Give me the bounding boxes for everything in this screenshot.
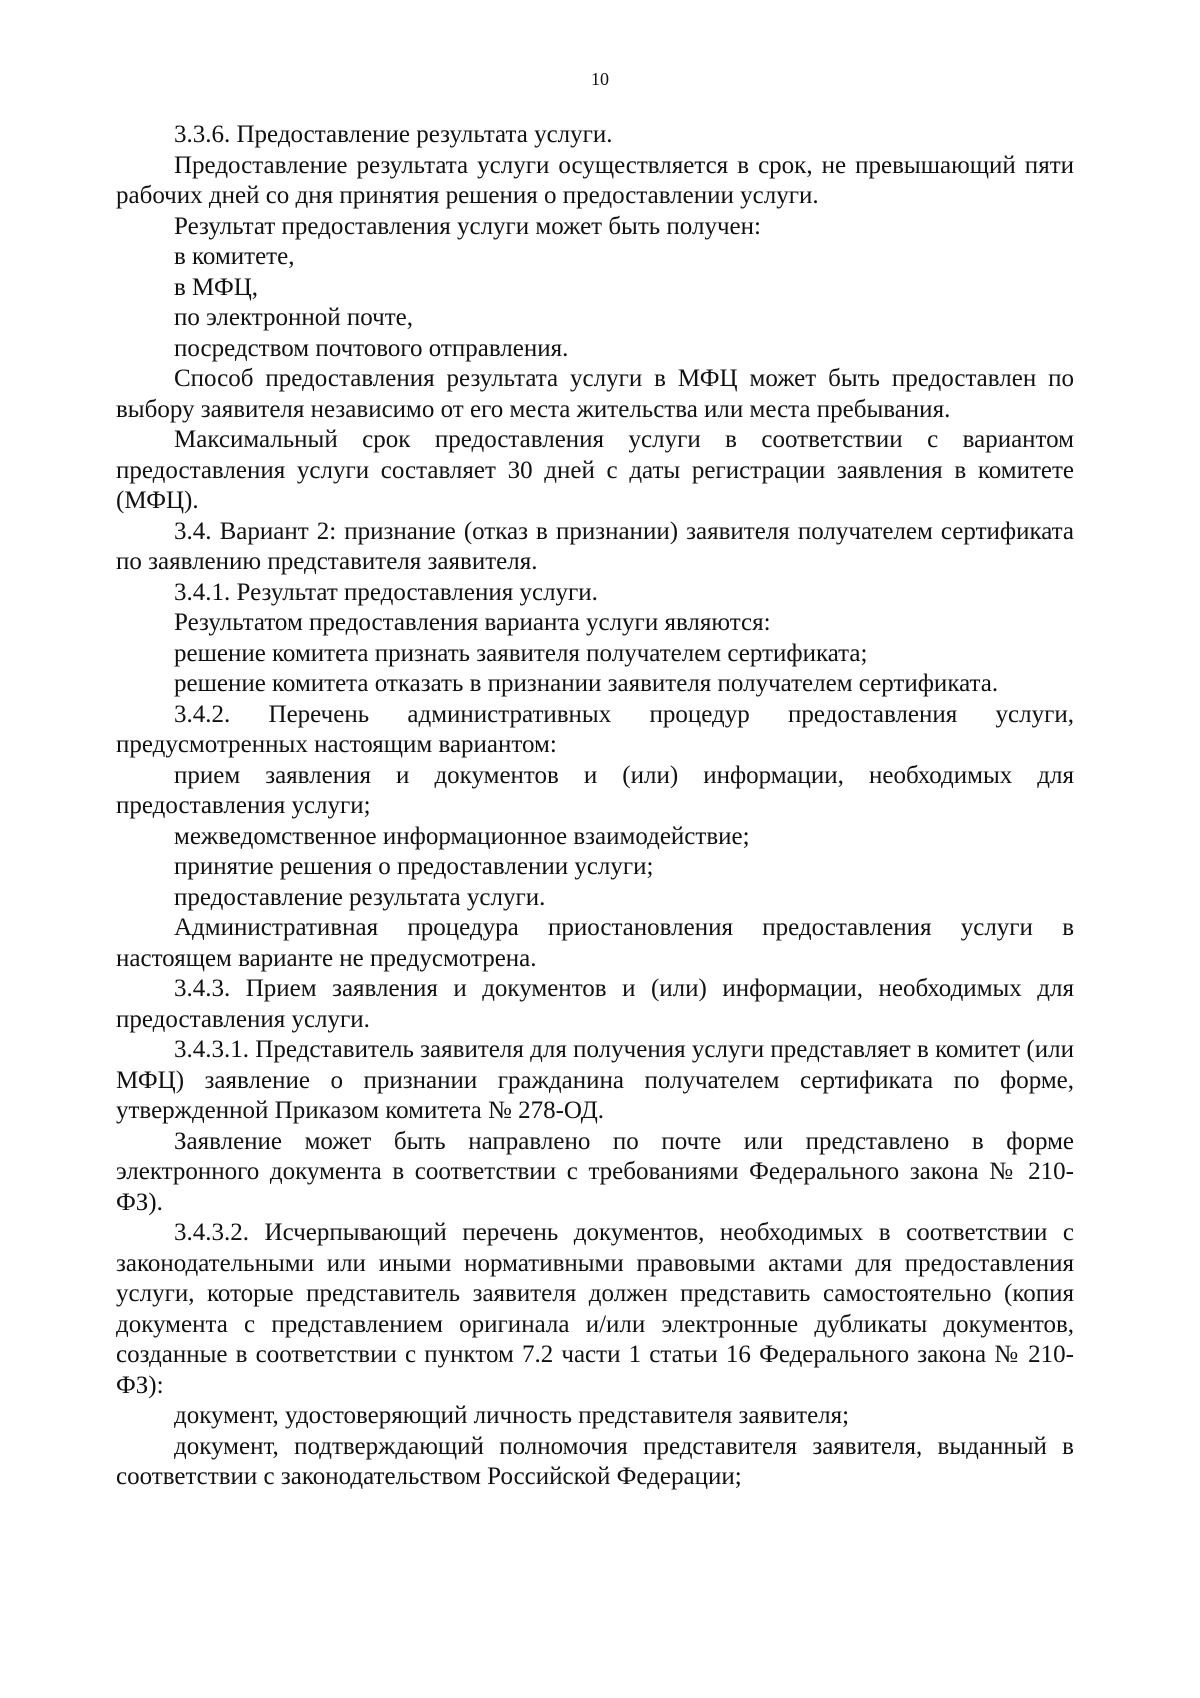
paragraph: Максимальный срок предоставления услуги в соответствии с вариантом предоставления услуги составляет 30 дней с даты регистрации заявления в комитете (МФЦ). — [116, 426, 1074, 514]
paragraph: Результат предоставления услуги может быть получен: — [174, 212, 761, 240]
list-item: решение комитета признать заявителя получателем сертификата; — [174, 639, 868, 667]
list-item: предоставление результата услуги. — [174, 883, 546, 911]
paragraph: Способ предоставления результата услуги в МФЦ может быть предоставлен по выбору заявителя независимо от его места жительства или места пребывания. — [116, 365, 1074, 423]
paragraph: 3.3.6. Предоставление результата услуги. — [174, 121, 613, 148]
paragraph: 3.4.3.1. Представитель заявителя для получения услуги представляет в комитет (или МФЦ) заявление о признании гражданина получателем сертификата по форме, утвержденной Приказом комитета № 278-ОД. — [116, 1036, 1074, 1124]
document-body — [116, 120, 1074, 1493]
section-heading: 3.4. Вариант 2: признание (отказ в признании) заявителя получателем сертификата по заявлению представителя заявителя. — [116, 517, 1074, 575]
list-item: посредством почтового отправления. — [174, 334, 569, 362]
list-item: принятие решения о предоставлении услуги; — [174, 853, 654, 880]
paragraph: Предоставление результата услуги осуществляется в срок, не превышающий пяти рабочих дней со дня принятия решения о предоставлении услуги. — [116, 151, 1074, 209]
paragraph: Заявление может быть направлено по почте или представлено в форме электронного документа в соответствии с требованиями Федерального закона № 210-ФЗ). — [116, 1127, 1074, 1216]
list-item: документ, подтверждающий полномочия представителя заявителя, выданный в соответствии с законодательством Российской Федерации; — [116, 1432, 1074, 1490]
list-item: прием заявления и документов и (или) информации, необходимых для предоставления услуги; — [116, 761, 1074, 819]
list-item: по электронной почте, — [174, 304, 413, 331]
list-item: в МФЦ, — [174, 273, 259, 301]
section-heading: 3.4.2. Перечень административных процедур предоставления услуги, предусмотренных настоящим вариантом: — [116, 700, 1074, 758]
paragraph: Административная процедура приостановления предоставления услуги в настоящем варианте не предусмотрена. — [116, 914, 1074, 972]
list-item: в комитете, — [174, 243, 295, 270]
paragraph: 3.4.3.2. Исчерпывающий перечень документов, необходимых в соответствии с законодательными или иными нормативными правовыми актами для предоставления услуги, которые представитель заявителя должен представить самостоятельно (копия документа с представлением оригинала и/или электронные дубликаты документов, созданные в соответствии с пунктом 7.2 части 1 статьи 16 Федерального закона № 210-ФЗ): — [116, 1219, 1074, 1399]
section-heading: 3.4.3. Прием заявления и документов и (или) информации, необходимых для предоставления услуги. — [116, 975, 1074, 1033]
list-item: решение комитета отказать в признании заявителя получателем сертификата. — [174, 670, 999, 697]
list-item: межведомственное информационное взаимодействие; — [174, 822, 750, 850]
list-item: документ, удостоверяющий личность представителя заявителя; — [174, 1402, 850, 1429]
section-heading: 3.4.1. Результат предоставления услуги. — [174, 578, 598, 606]
paragraph: Результатом предоставления варианта услуги являются: — [174, 609, 771, 636]
page-number: 10 — [591, 69, 609, 89]
